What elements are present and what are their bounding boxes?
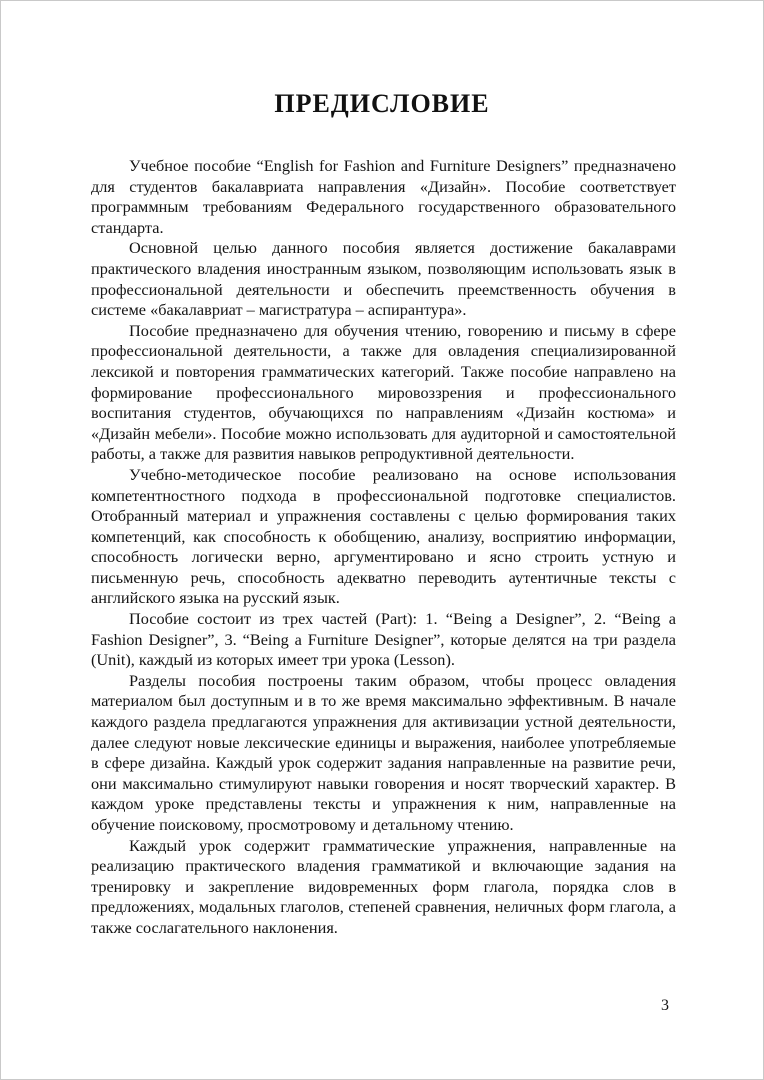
paragraph: Учебное пособие “English for Fashion and Furniture Designers” предназначено для студентов бакалавриата направления «Дизайн». Пособие соответствует программным требованиям Федерального государственного образовательного стандарта. [91, 156, 676, 237]
paragraph: Каждый урок содержит грамматические упражнения, направленные на реализацию практического владения грамматикой и включающие задания на тренировку и закрепление видовременных форм глагола, порядка слов в предложениях, модальных глаголов, степеней сравнения, неличных форм глагола, а также сослагательного наклонения. [91, 835, 676, 937]
paragraph: Учебно-методическое пособие реализовано на основе использования компетентностного подхода в профессиональной подготовке специалистов. Отобранный материал и упражнения составлены с целью формирования таких компетенций, как способность к обобщению, анализу, восприятию информации, способность логически верно, аргументировано и ясно строить устную и письменную речь, способность адекватно переводить аутентичные тексты с английского языка на русский язык. [91, 464, 676, 608]
paragraph: Пособие предназначено для обучения чтению, говорению и письму в сфере профессиональной деятельности, а также для овладения специализированной лексикой и повторения грамматических категорий. Также пособие направлено на формирование профессионального мировоззрения и профессионального воспитания студентов, обучающихся по направлениям «Дизайн костюма» и «Дизайн мебели». Пособие можно использовать для аудиторной и самостоятельной работы, а также для развития навыков репродуктивной деятельности. [91, 320, 676, 464]
paragraph: Разделы пособия построены таким образом, чтобы процесс овладения материалом был доступным и в то же время максимально эффективным. В начале каждого раздела предлагаются упражнения для активизации устной деятельности, далее следуют новые лексические единицы и выражения, наиболее употребляемые в сфере дизайна. Каждый урок содержит задания направленные на развитие речи, они максимально стимулируют навыки говорения и носят творческий характер. В каждом уроке представлены тексты и упражнения к ним, направленные на обучение поисковому, просмотровому и детальному чтению. [91, 670, 676, 834]
paragraph: Основной целью данного пособия является достижение бакалаврами практического владения иностранным языком, позволяющим использовать язык в профессиональной деятельности и обеспечить преемственность обучения в системе «бакалавриат – магистратура – аспирантура». [91, 238, 676, 320]
page-number: 3 [661, 997, 669, 1014]
paragraph: Пособие состоит из трех частей (Part): 1. “Being a Designer”, 2. “Being a Fashion Designer”, 3. “Being a Furniture Designer”, которые делятся на три раздела (Unit), каждый из которых имеет три урока (Lesson). [91, 609, 676, 670]
page-title: ПРЕДИСЛОВИЕ [274, 89, 490, 118]
preface-body [91, 156, 676, 939]
